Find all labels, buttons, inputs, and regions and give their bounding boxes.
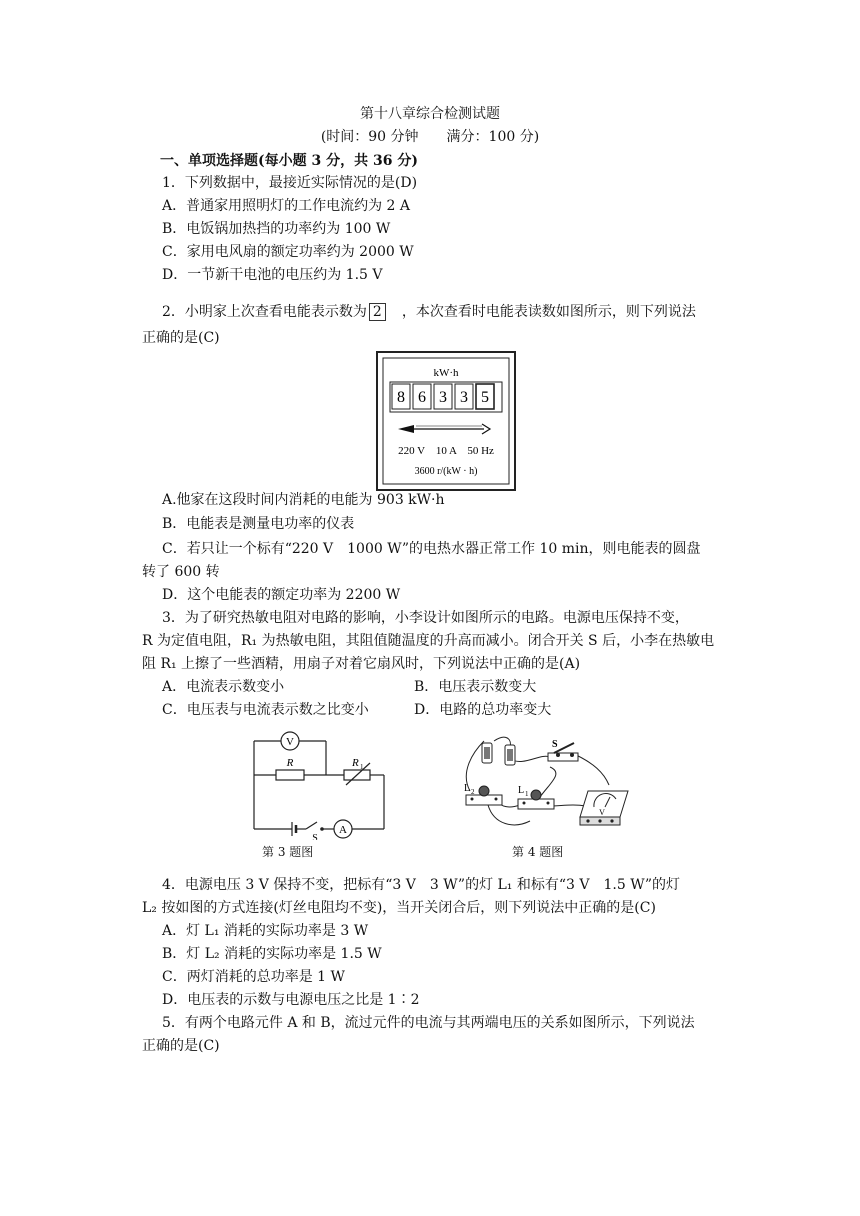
q4-option-c: C．两灯消耗的总功率是 1 W [162, 969, 345, 985]
q1-stem: 1．下列数据中，最接近实际情况的是(D) [162, 175, 418, 191]
q2-option-d: D．这个电能表的额定功率为 2200 W [162, 587, 401, 603]
meter-digit-1: 8 [397, 389, 405, 406]
q3-option-b: B．电压表示数变大 [414, 679, 537, 695]
meter-rating: 220 V 10 A 50 Hz [398, 445, 494, 457]
meter-unit: kW·h [433, 367, 459, 379]
fig3-ammeter-label: A [339, 824, 347, 836]
q3-option-d: D．电路的总功率变大 [414, 702, 552, 718]
fig4-lamp-l2-subscript: 2 [471, 788, 475, 796]
fig3-caption: 第 3 题图 [262, 845, 314, 859]
meter-disc-indicator [398, 424, 490, 434]
meter-digit-3: 3 [439, 389, 447, 406]
q1-option-a: A．普通家用照明灯的工作电流约为 2 A [162, 198, 411, 214]
q4-option-b: B．灯 L₂ 消耗的实际功率是 1.5 W [162, 946, 382, 962]
fig4-caption: 第 4 题图 [512, 845, 564, 859]
q2-option-c-line1: C．若只让一个标有“220 V 1000 W”的电热水器正常工作 10 min，则电能表的圆盘 [162, 541, 701, 557]
fig3-circuit-diagram [244, 728, 394, 840]
meter-digit-4: 3 [460, 389, 468, 406]
fig3-ammeter-icon [334, 820, 352, 838]
fig4-physical-circuit [454, 733, 632, 839]
meter-revolutions: 3600 r/(kW · h) [414, 466, 478, 477]
fig3-voltmeter-label: V [286, 736, 294, 748]
page-subtitle: (时间：90 分钟 满分：100 分) [320, 129, 540, 145]
q3-line3: 阻 R₁ 上擦了一些酒精，用扇子对着它扇风时，下列说法中正确的是(A) [142, 656, 581, 672]
q2-stem-2: 正确的是(C) [142, 330, 220, 346]
q1-option-c: C．家用电风扇的额定功率约为 2000 W [162, 244, 414, 260]
q1-option-b: B．电饭锅加热挡的功率约为 100 W [162, 221, 391, 237]
fig4-battery-2-icon [505, 745, 515, 765]
q5-line2: 正确的是(C) [142, 1038, 220, 1054]
page-title: 第十八章综合检测试题 [360, 106, 500, 122]
fig3-thermistor-label: R [352, 757, 359, 769]
q1-option-d: D．一节新干电池的电压约为 1.5 V [162, 267, 383, 283]
q4-line1: 4．电源电压 3 V 保持不变，把标有“3 V 3 W”的灯 L₁ 和标有“3 V 1.5 W”的灯 [162, 877, 681, 893]
fig3-resistor-label: R [286, 757, 294, 769]
fig3-switch-label: S [312, 833, 318, 840]
q3-option-c: C．电压表与电流表示数之比变小 [162, 702, 369, 718]
q5-line1: 5．有两个电路元件 A 和 B，流过元件的电流与其两端电压的关系如图所示，下列说法 [162, 1015, 695, 1031]
meter-digit-2: 6 [418, 389, 426, 406]
q2-previous-reading-box: 2 [369, 303, 386, 321]
q2-stem-post: ，本次查看时电能表读数如图所示，则下列说法 [401, 304, 696, 320]
fig3-voltmeter-icon [281, 732, 299, 750]
q2-option-a: A.他家在这段时间内消耗的电能为 903 kW·h [162, 492, 445, 508]
fig4-voltmeter-label: V [599, 808, 605, 817]
q3-line2: R 为定值电阻，R₁ 为热敏电阻，其阻值随温度的升高而减小。闭合开关 S 后，小李在热敏电 [142, 633, 715, 649]
q2-stem [162, 302, 696, 322]
fig4-lamp-l2-label: L [464, 783, 471, 794]
q4-option-a: A．灯 L₁ 消耗的实际功率是 3 W [162, 923, 369, 939]
fig4-switch-label: S [552, 739, 558, 750]
section-heading: 一、单项选择题(每小题 3 分，共 36 分) [160, 153, 418, 169]
q2-stem-pre: 2．小明家上次查看电能表示数为 [162, 304, 367, 320]
electric-meter-figure [376, 351, 516, 491]
q3-line1: 3．为了研究热敏电阻对电路的影响，小李设计如图所示的电路。电源电压保持不变， [162, 610, 689, 626]
q3-option-a: A．电流表示数变小 [162, 679, 285, 695]
fig3-thermistor-subscript: 1 [360, 763, 364, 771]
fig4-lamp-l1-label: L [518, 785, 525, 796]
q2-option-c-line2: 转了 600 转 [142, 564, 220, 580]
q4-line2: L₂ 按如图的方式连接(灯丝电阻均不变)，当开关闭合后，则下列说法中正确的是(C) [142, 900, 656, 916]
fig4-battery-1-icon [482, 743, 492, 763]
fig4-lamp-l1-subscript: 1 [525, 790, 529, 798]
q4-option-d: D．电压表的示数与电源电压之比是 1∶2 [162, 992, 420, 1008]
meter-digit-5: 5 [481, 389, 489, 406]
q2-option-b: B．电能表是测量电功率的仪表 [162, 516, 355, 532]
